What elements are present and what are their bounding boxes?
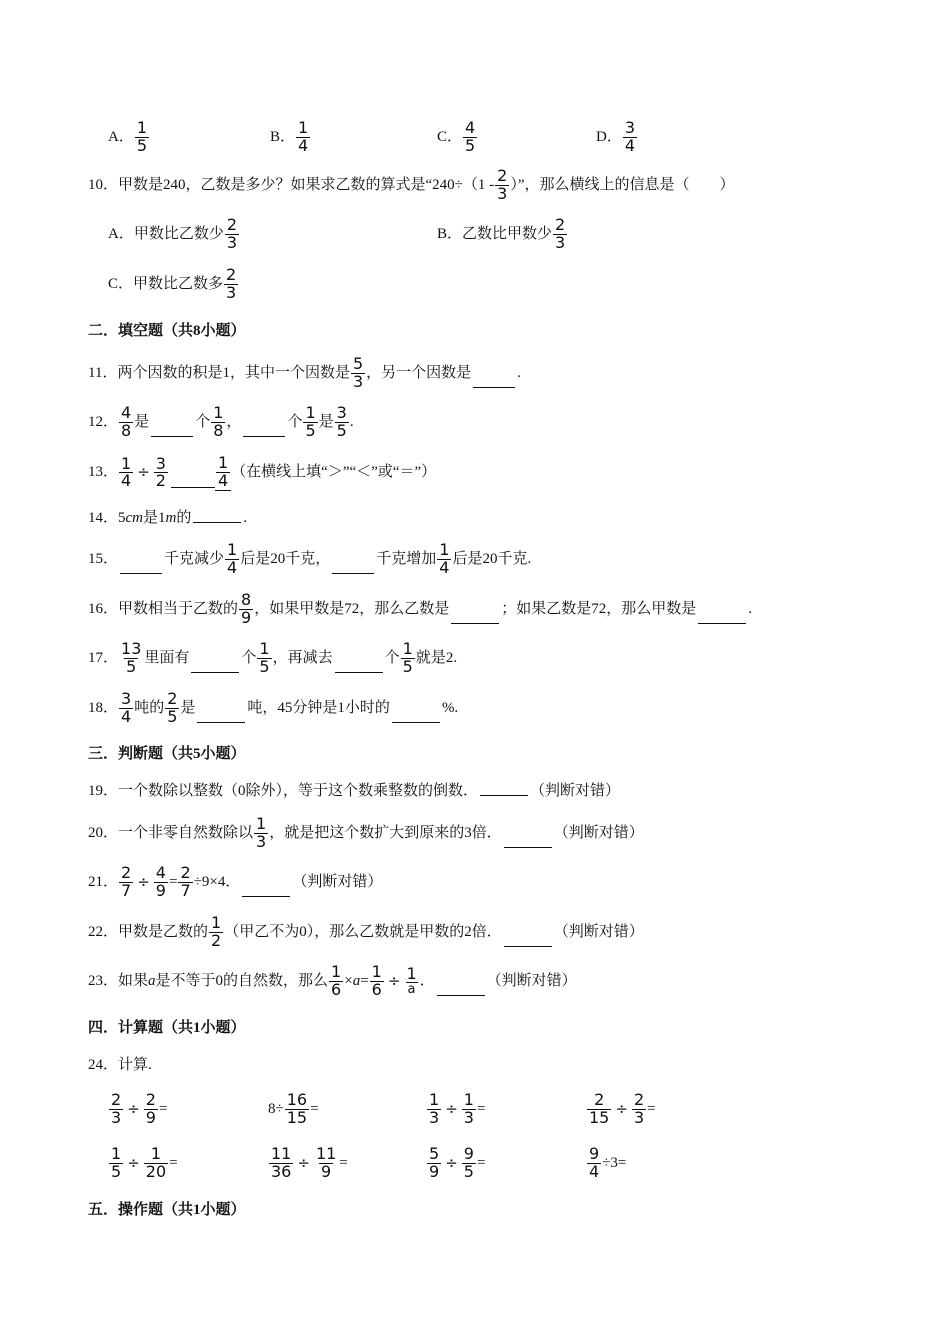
question-15 [88, 542, 531, 577]
q9-option-d [596, 120, 638, 155]
numerator: 1 [371, 962, 382, 981]
question-23 [88, 964, 577, 999]
numerator: 9 [463, 1144, 474, 1163]
divide-symbol: ÷ [127, 1153, 140, 1172]
calc-item [108, 1146, 178, 1181]
fraction [269, 1146, 293, 1181]
numerator: 16 [286, 1090, 308, 1109]
numerator: 2 [121, 863, 132, 882]
question-text: 甲数是乙数的 [118, 923, 209, 940]
question-number: 12． [88, 413, 119, 430]
question-text: 就是2. [415, 649, 458, 666]
fraction [254, 816, 268, 851]
question-text: 是1 [143, 510, 166, 526]
question-20 [88, 816, 644, 851]
q10-option-a [108, 217, 240, 252]
numerator: 1 [406, 963, 417, 983]
numerator: 2 [633, 1090, 645, 1109]
fraction [154, 865, 168, 900]
equals-symbol: = [169, 1154, 178, 1171]
fraction [296, 120, 310, 155]
question-12 [88, 405, 354, 440]
question-text: . [748, 600, 752, 617]
variable-a: a [148, 972, 156, 989]
denominator: 9 [321, 1161, 332, 1181]
question-text: ． [419, 972, 435, 989]
section-heading-operation: 五．操作题（共1小题） [88, 1202, 246, 1218]
denominator: 5 [167, 706, 178, 726]
calc-item [108, 1092, 167, 1127]
numerator: 13 [121, 639, 142, 658]
question-13 [88, 455, 436, 491]
question-18 [88, 691, 458, 726]
answer-blank[interactable] [480, 793, 528, 796]
numerator: 2 [180, 863, 191, 882]
question-19 [88, 784, 620, 799]
fraction [351, 356, 365, 391]
option-label: B． [270, 128, 296, 145]
equals-symbol: = [310, 1100, 319, 1117]
fraction [216, 455, 230, 490]
numerator: 3 [624, 118, 636, 137]
denominator: 2 [211, 930, 222, 950]
denominator: 15 [589, 1107, 610, 1127]
question-text: 个 [241, 649, 257, 666]
option-label: A．甲数比乙数少 [108, 225, 224, 242]
question-text: （判断对错） [292, 873, 383, 890]
question-text: 两个因数的积是1，其中一个因数是 [117, 364, 350, 381]
answer-blank[interactable] [242, 894, 290, 897]
fraction [119, 865, 133, 900]
unit-m: m [165, 510, 177, 526]
fraction [225, 542, 239, 577]
denominator: 3 [497, 183, 508, 203]
answer-blank[interactable] [197, 720, 245, 723]
question-14 [88, 511, 247, 526]
numerator: 1 [463, 1090, 474, 1109]
question-text: 后是20千克， [240, 550, 331, 567]
numerator: 4 [121, 403, 132, 422]
question-number: 11． [88, 364, 118, 381]
denominator: 3 [256, 831, 267, 851]
question-text: ；如果乙数是72，那么甲数是 [501, 600, 697, 617]
fraction [165, 691, 179, 726]
calc-item [426, 1146, 485, 1181]
fraction [329, 964, 343, 999]
denominator: 5 [126, 656, 137, 676]
question-number: 16． [88, 600, 119, 617]
numerator: 2 [167, 689, 178, 708]
denominator: 3 [633, 1107, 645, 1127]
question-10 [88, 168, 735, 203]
answer-blank[interactable] [504, 944, 552, 947]
answer-blank-fraction [215, 455, 231, 491]
denominator: 5 [465, 135, 476, 155]
numerator: 4 [155, 863, 166, 882]
fraction [144, 1146, 168, 1181]
question-21 [88, 865, 382, 900]
question-text: 个 [195, 413, 211, 430]
fraction [144, 1092, 158, 1127]
divide-symbol: ÷ [387, 971, 401, 990]
denominator: 4 [439, 557, 450, 577]
numerator: 5 [429, 1144, 440, 1163]
numerator: 1 [402, 639, 413, 658]
question-text: %. [441, 699, 459, 716]
fraction [257, 641, 271, 676]
fraction [427, 1092, 441, 1127]
q9-option-a [108, 120, 150, 155]
divide-symbol: ÷ [445, 1099, 458, 1118]
fraction [623, 120, 637, 155]
denominator: 9 [145, 1107, 156, 1127]
question-number: 22． [88, 923, 119, 940]
numerator: 1 [227, 540, 238, 559]
denominator: 5 [136, 135, 148, 155]
q9-option-c [437, 120, 478, 155]
question-text: 个 [384, 649, 400, 666]
denominator: 3 [226, 232, 238, 252]
option-label: C．甲数比乙数多 [108, 275, 224, 292]
fraction [401, 641, 415, 676]
numerator: 2 [226, 265, 237, 284]
denominator: 4 [121, 471, 132, 491]
denominator: 6 [331, 979, 342, 999]
divide-symbol: ÷ [127, 1099, 140, 1118]
equals-symbol: = [168, 873, 178, 890]
question-text: . [243, 510, 248, 526]
divide-symbol: ÷ [137, 463, 150, 482]
numerator: 1 [213, 403, 224, 422]
question-text: ，就是把这个数扩大到原来的3倍． [269, 824, 502, 841]
denominator: 3 [429, 1107, 440, 1127]
denominator: 15 [286, 1107, 308, 1127]
fraction [462, 1146, 476, 1181]
question-text: 千克减少 [164, 550, 225, 567]
question-text: 计算. [118, 1057, 152, 1073]
denominator: 9 [429, 1161, 440, 1181]
unit-cm: cm [125, 510, 144, 526]
question-text: 甲数相当于乙数的 [118, 600, 239, 617]
question-number: 21． [88, 873, 119, 890]
question-text: ，如果甲数是72，那么乙数是 [254, 600, 450, 617]
numerator: 1 [256, 814, 267, 833]
section-heading-calculation: 四．计算题（共1小题） [88, 1020, 246, 1036]
fraction [239, 592, 253, 627]
question-number: 14． [88, 510, 119, 526]
numerator: 2 [226, 215, 238, 234]
option-label: A． [108, 128, 134, 145]
question-22 [88, 915, 644, 950]
equals-symbol: = [339, 1154, 348, 1171]
fraction [495, 168, 509, 203]
question-text: 一个非零自然数除以 [118, 824, 254, 841]
equals-symbol: = [647, 1100, 656, 1117]
question-text: （甲乙不为0），那么乙数就是甲数的2倍． [224, 923, 502, 940]
answer-blank[interactable] [171, 485, 215, 488]
fraction [109, 1092, 123, 1127]
fraction [587, 1092, 611, 1127]
fraction [154, 453, 168, 491]
question-number: 18． [88, 699, 119, 716]
fraction [463, 120, 477, 155]
answer-blank[interactable] [473, 385, 515, 388]
question-number: 20． [88, 824, 119, 841]
question-text: . [517, 364, 521, 381]
denominator: 4 [298, 135, 309, 155]
question-number: 23． [88, 972, 119, 989]
question-text: 个 [287, 413, 303, 430]
answer-blank[interactable] [437, 993, 485, 996]
q9-option-b [270, 120, 311, 155]
fraction [178, 865, 192, 900]
question-text: ，再减去 [272, 649, 333, 666]
divide-symbol: ÷ [445, 1153, 458, 1172]
q10-option-b [437, 217, 568, 252]
fraction [303, 405, 317, 440]
denominator: 20 [145, 1161, 167, 1181]
answer-blank[interactable] [392, 720, 440, 723]
question-text: 吨，45分钟是1小时的 [247, 699, 390, 716]
question-number: 15． [88, 550, 119, 567]
fraction [285, 1092, 309, 1127]
question-text: 千克增加 [376, 550, 437, 567]
numerator: 2 [555, 215, 566, 234]
question-text: ）”，那么横线上的信息是（ ） [510, 176, 735, 193]
answer-blank[interactable] [451, 621, 499, 624]
divide-symbol: ÷ [297, 1153, 310, 1172]
fraction [427, 1146, 441, 1181]
question-text: 是 [134, 413, 150, 430]
fraction [119, 453, 133, 491]
denominator: 5 [259, 656, 270, 676]
denominator: 7 [121, 880, 132, 900]
fraction [370, 964, 384, 999]
answer-blank[interactable] [332, 571, 374, 574]
numerator: 2 [145, 1090, 156, 1109]
numerator: 1 [331, 962, 342, 981]
numerator: 9 [589, 1144, 600, 1163]
fraction [119, 691, 133, 726]
question-text: 吨的 [134, 699, 165, 716]
question-text: ÷9×4． [193, 873, 241, 890]
fraction [404, 963, 418, 998]
numerator: 1 [217, 453, 229, 472]
denominator: 3 [111, 1107, 122, 1127]
answer-blank[interactable] [698, 621, 746, 624]
equals-symbol: = [158, 1100, 168, 1117]
question-text: 后是20千克. [452, 550, 532, 567]
numerator: 1 [150, 1144, 162, 1163]
fraction [211, 405, 225, 440]
fraction [437, 542, 451, 577]
fraction [553, 217, 567, 252]
option-label: D． [596, 128, 622, 145]
numerator: 11 [315, 1144, 337, 1163]
equals-symbol: = [476, 1154, 486, 1171]
numerator: 1 [259, 639, 270, 658]
question-number: 19． [88, 783, 119, 799]
denominator: a [407, 982, 416, 998]
question-text: （判断对错） [530, 783, 621, 799]
times-symbol: × [344, 972, 353, 989]
question-17 [88, 641, 457, 676]
numerator: 2 [594, 1090, 605, 1109]
numerator: 3 [155, 453, 166, 473]
question-text: 里面有 [144, 649, 190, 666]
question-11 [88, 356, 521, 391]
denominator: 5 [336, 420, 347, 440]
fraction [109, 1146, 123, 1181]
calc-item [426, 1092, 485, 1127]
fraction [135, 120, 149, 155]
question-number: 17． [88, 649, 119, 666]
question-number: 10． [88, 176, 119, 193]
denominator: 6 [371, 979, 382, 999]
fraction [335, 405, 349, 440]
denominator: 5 [305, 420, 316, 440]
section-heading-fill-in: 二．填空题（共8小题） [88, 323, 246, 339]
section-heading-true-false: 三．判断题（共5小题） [88, 746, 246, 762]
fraction [224, 267, 238, 302]
numerator: 1 [111, 1144, 122, 1163]
calc-item [268, 1146, 348, 1181]
answer-blank[interactable] [504, 845, 552, 848]
fraction [314, 1146, 338, 1181]
numerator: 4 [465, 118, 476, 137]
calc-item [268, 1092, 319, 1127]
option-label: C． [437, 128, 463, 145]
calc-prefix: 8÷ [268, 1100, 284, 1117]
numerator: 5 [352, 354, 364, 373]
question-text: 如果 [118, 972, 149, 989]
numerator: 1 [439, 540, 450, 559]
numerator: 8 [241, 590, 252, 609]
answer-blank[interactable] [335, 670, 383, 673]
answer-blank[interactable] [193, 520, 241, 523]
denominator: 7 [180, 880, 191, 900]
denominator: 5 [402, 656, 413, 676]
numerator: 2 [497, 166, 508, 185]
numerator: 11 [271, 1144, 292, 1163]
numerator: 3 [336, 403, 347, 422]
calc-item [586, 1146, 626, 1181]
question-number: 24． [88, 1057, 119, 1073]
denominator: 5 [111, 1161, 122, 1181]
numerator: 1 [211, 913, 222, 932]
numerator: 1 [305, 403, 316, 422]
question-text: 是 [180, 699, 196, 716]
denominator: 4 [217, 470, 229, 490]
fraction [632, 1092, 646, 1127]
denominator: 3 [352, 371, 364, 391]
q10-option-c [108, 267, 239, 302]
numerator: 1 [121, 453, 132, 473]
equals-symbol: = [476, 1100, 486, 1117]
variable-a: a [352, 972, 361, 989]
question-text: （判断对错） [553, 923, 644, 940]
denominator: 4 [624, 135, 636, 155]
answer-blank[interactable] [243, 434, 285, 437]
numerator: 3 [121, 689, 132, 708]
denominator: 8 [121, 420, 132, 440]
question-text: 一个数除以整数（0除外），等于这个数乘整数的倒数． [118, 783, 479, 799]
answer-blank[interactable] [151, 434, 193, 437]
equals-symbol: = [360, 972, 369, 989]
answer-blank[interactable] [191, 670, 239, 673]
denominator: 9 [241, 607, 252, 627]
denominator: 3 [463, 1107, 474, 1127]
denominator: 4 [121, 706, 132, 726]
calc-suffix: ÷3= [602, 1154, 627, 1171]
denominator: 8 [213, 420, 224, 440]
option-label: B．乙数比甲数少 [437, 225, 553, 242]
question-text: 甲数是240，乙数是多少？如果求乙数的算式是“240÷（1 - [118, 176, 495, 193]
fraction [119, 641, 143, 676]
question-text: 是不等于0的自然数，那么 [155, 972, 329, 989]
divide-symbol: ÷ [137, 872, 150, 891]
question-text: （判断对错） [486, 972, 577, 989]
fraction [119, 405, 133, 440]
question-number: 13． [88, 464, 119, 481]
numerator: 1 [136, 118, 148, 137]
denominator: 4 [589, 1161, 600, 1181]
question-text: 5 [118, 510, 126, 526]
question-16 [88, 592, 752, 627]
calc-item [586, 1092, 656, 1127]
divide-symbol: ÷ [615, 1099, 628, 1118]
question-text: （判断对错） [553, 824, 644, 841]
denominator: 4 [227, 557, 238, 577]
question-text: ，另一个因数是 [366, 364, 472, 381]
question-24 [88, 1058, 152, 1073]
question-text: . [349, 413, 354, 430]
answer-blank[interactable] [120, 571, 162, 574]
question-text: ， [226, 413, 242, 430]
fraction [587, 1146, 601, 1181]
question-text: 的 [176, 510, 192, 526]
denominator: 3 [226, 282, 237, 302]
fraction [462, 1092, 476, 1127]
question-text: （在横线上填“＞”“＜”或“＝”） [231, 464, 437, 481]
denominator: 3 [555, 232, 566, 252]
question-text: 是 [318, 413, 334, 430]
fraction [209, 915, 223, 950]
fraction [225, 217, 239, 252]
denominator: 9 [155, 880, 166, 900]
numerator: 2 [111, 1090, 122, 1109]
numerator: 1 [429, 1090, 440, 1109]
denominator: 2 [155, 471, 166, 491]
numerator: 1 [298, 118, 309, 137]
denominator: 36 [271, 1161, 292, 1181]
denominator: 5 [463, 1161, 474, 1181]
